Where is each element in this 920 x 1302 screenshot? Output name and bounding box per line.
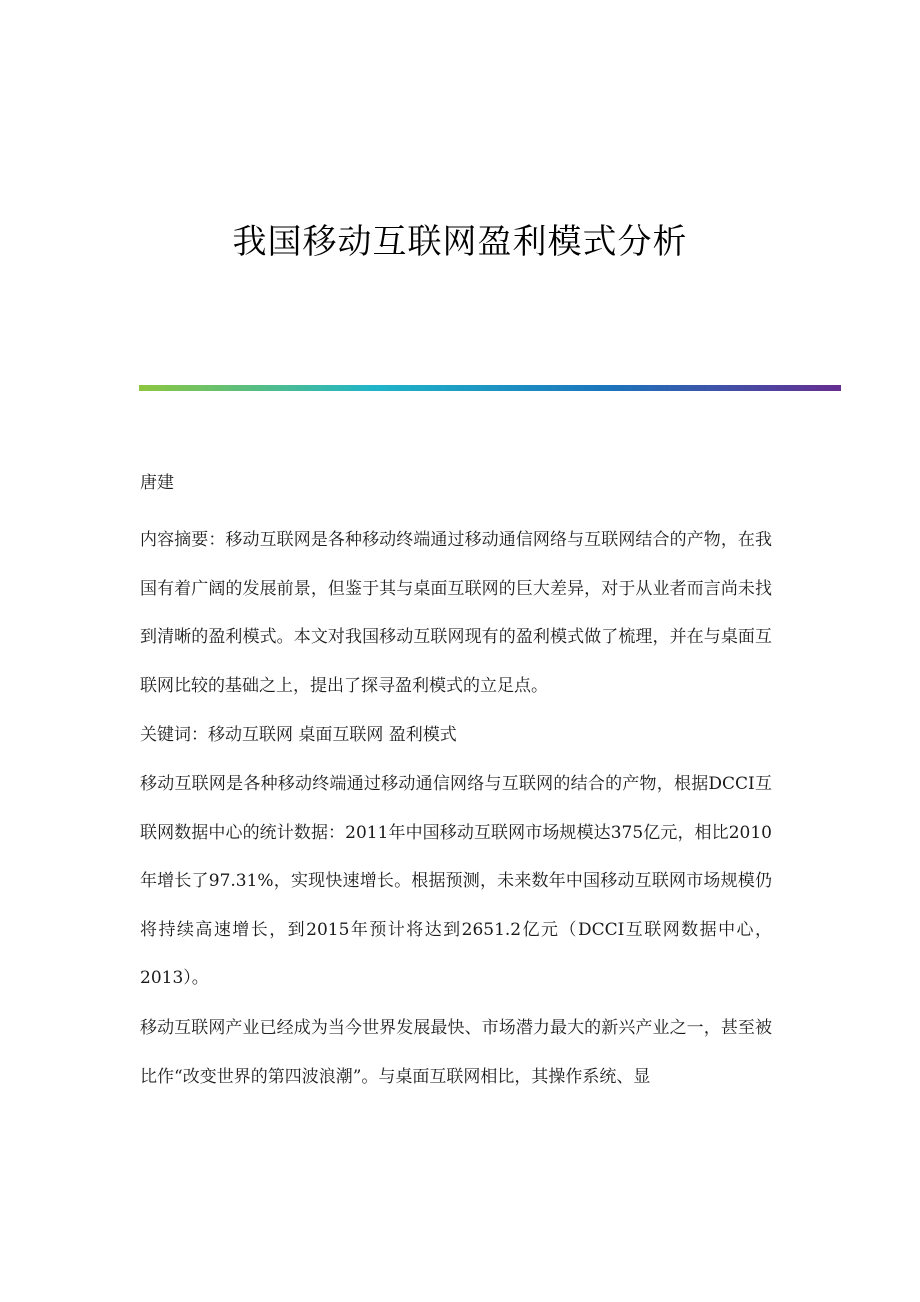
keywords-line: 关键词：移动互联网 桌面互联网 盈利模式 bbox=[140, 725, 457, 745]
abstract-paragraph: 内容摘要：移动互联网是各种移动终端通过移动通信网络与互联网结合的产物，在我国有着广阔的发展前景，但鉴于其与桌面互联网的巨大差异，对于从业者而言尚未找到清晰的盈利模式。本文对我国移动互联网现有的盈利模式做了梳理，并在与桌面互联网比较的基础之上，提出了探寻盈利模式的立足点。 bbox=[140, 530, 772, 696]
body-paragraph: 移动互联网是各种移动终端通过移动通信网络与互联网的结合的产物，根据DCCI互联网数据中心的统计数据：2011年中国移动互联网市场规模达375亿元，相比2010年增长了97.31%，实现快速增长。根据预测，未来数年中国移动互联网市场规模仍将持续高速增长，到2015年预计将达到2651.2亿元（DCCI互联网数据中心，2013）。 bbox=[140, 774, 772, 988]
document-title: 我国移动互联网盈利模式分析 bbox=[232, 222, 688, 262]
body-paragraph: 移动互联网产业已经成为当今世界发展最快、市场潜力最大的新兴产业之一，甚至被比作“改变世界的第四波浪潮”。与桌面互联网相比，其操作系统、显 bbox=[140, 1018, 772, 1087]
title-gradient-rule bbox=[139, 385, 841, 391]
author-name: 唐建 bbox=[140, 473, 174, 493]
